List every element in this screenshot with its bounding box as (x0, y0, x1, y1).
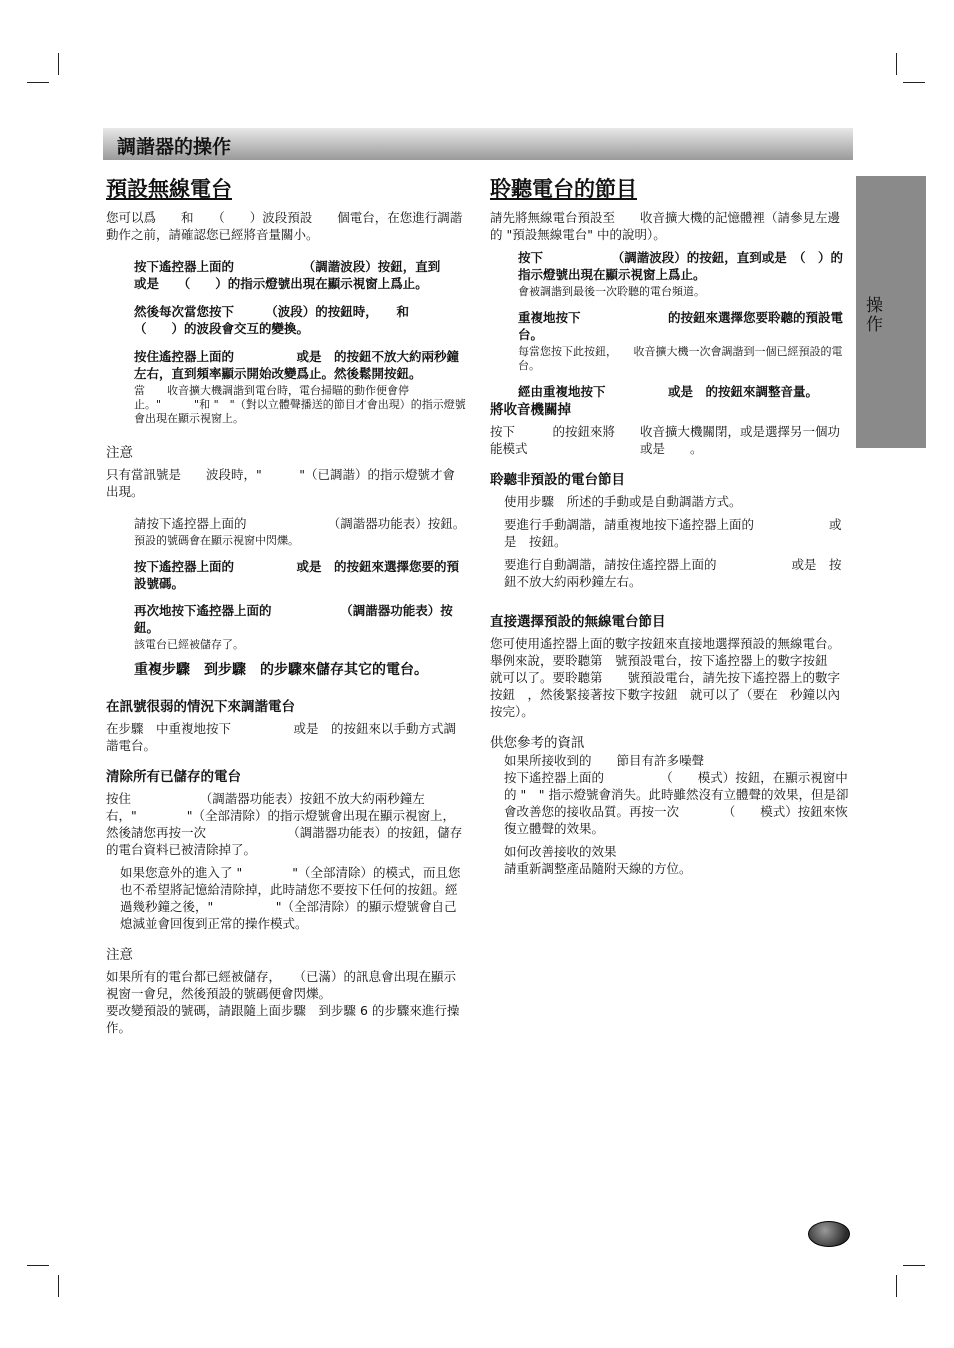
note-2-text-2: 要改變預設的號碼，請跟隨上面步驟 到步驟 6 的步驟來進行操作。 (106, 1003, 460, 1035)
crop-mark (896, 1275, 897, 1297)
direct-select-title: 直接選擇預設的無線電台節目 (490, 614, 666, 630)
crop-mark (27, 82, 49, 83)
listen-step-2-note: 每當您按下此按鈕， 收音擴大機一次會調諧到一個已經預設的電台。 (518, 345, 843, 372)
preset-step-4: 請按下遙控器上面的 （調諧器功能表）按鈕。 (134, 516, 466, 531)
reference-title: 供您參考的資訊 (490, 735, 585, 751)
preset-step-5: 按下遙控器上面的 或是 的按鈕來選擇您要的預設號碼。 (134, 559, 460, 591)
direct-select-text-1: 您可使用遙控器上面的數字按鈕來直接地選擇預設的無線電台。 (490, 636, 841, 651)
listen-step-3: 經由重複地按下 或是 的按鈕來調整音量。 (518, 384, 819, 399)
crop-mark (58, 1275, 59, 1297)
crop-mark (58, 53, 59, 75)
non-preset-3: 要進行自動調諧，請按住遙控器上面的 或是 按鈕不放大約兩秒鐘左右。 (504, 557, 842, 589)
left-column (106, 176, 466, 1042)
crop-mark (903, 82, 925, 83)
reference-answer-2: 請重新調整產品隨附天線的方位。 (504, 861, 692, 876)
preset-step-3: 按住遙控器上面的 或是 的按鈕不放大約兩秒鐘左右，直到頻率顯示開始改變爲止。然後鬆開按鈕。 (134, 349, 460, 381)
crop-mark (896, 53, 897, 75)
reference-answer-1: 按下遙控器上面的 （ 模式）按鈕，在顯示視窗中的 " " 指示燈號會消失。此時雖然沒有立體聲的效果，但是卻會改善您的接收品質。再按一次 （ 模式）按鈕來恢復立體聲的效果。 (504, 770, 849, 836)
note-1-title: 注意 (106, 445, 133, 461)
radio-off-title: 將收音機關掉 (490, 402, 571, 418)
listen-step-1-note: 會被調諧到最後一次聆聽的電台頻道。 (518, 285, 705, 298)
clear-stations-title: 清除所有已儲存的電台 (106, 769, 241, 785)
weak-signal-text: 在步驟 中重複地按下 或是 的按鈕來以手動方式調諧電台。 (106, 721, 457, 753)
section-banner (103, 128, 853, 160)
crop-mark (903, 1265, 925, 1266)
preset-step-4-note: 預設的號碼會在顯示視窗中閃爍。 (134, 534, 299, 547)
preset-step-7: 重複步驟 到步驟 的步驟來儲存其它的電台。 (134, 662, 428, 678)
reference-question-1: 如果所接收到的 節目有許多噪聲 (504, 753, 705, 768)
clear-stations-bullet: 如果您意外的進入了 " "（全部清除）的模式，而且您也不希望將記憶給清除掉，此時請您不要按下任何的按鈕。經過幾秒鐘之後，" "（全部清除）的顯示燈號會自己熄滅並會回復到正常的操作模式。 (120, 865, 461, 931)
page-number-badge (808, 1221, 850, 1247)
listen-step-1: 按下 （調諧波段）的按鈕，直到或是 （ ）的指示燈號出現在顯示視窗上爲止。 (518, 250, 844, 282)
preset-intro: 您可以爲 和 （ ）波段預設 個電台，在您進行調諧動作之前，請確認您已經將音量關小。 (106, 210, 463, 242)
weak-signal-title: 在訊號很弱的情況下來調諧電台 (106, 699, 295, 715)
non-preset-1: 使用步驟 所述的手動或是自動調諧方式。 (504, 494, 742, 509)
non-preset-2: 要進行手動調諧，請重複地按下遙控器上面的 或是 按鈕。 (504, 517, 842, 549)
preset-step-2: 然後每次當您按下 （波段）的按鈕時， 和 （ ）的波段會交互的變換。 (134, 304, 435, 336)
preset-step-3-note: 當 收音擴大機調諧到電台時，電台掃瞄的動作便會停止。" "和 " "（對以立體聲播送的節目才會出現）的指示燈號會出現在顯示視窗上。 (134, 384, 466, 425)
listen-title: 聆聽電台的節目 (490, 177, 637, 201)
note-2-title: 注意 (106, 947, 133, 963)
preset-step-1: 按下遙控器上面的 （調諧波段）按鈕，直到 或是 （ ）的指示燈號出現在顯示視窗上爲止。 (134, 259, 466, 291)
preset-step-6: 再次地按下遙控器上面的 （調諧器功能表）按鈕。 (134, 603, 453, 635)
preset-step-6-note: 該電台已經被儲存了。 (134, 638, 244, 651)
listen-intro: 請先將無線電台預設至 收音擴大機的記憶體裡（請參見左邊的 "預設無線電台" 中的說明）。 (490, 210, 841, 242)
side-tab-label: 操作 (862, 296, 882, 334)
direct-select-text-2: 舉例來說，要聆聽第 號預設電台，按下遙控器上的數字按鈕 就可以了。要聆聽第 號預設電台，請先按下遙控器上的數字按鈕 ，然後緊接著按下數字按鈕 就可以了（要在 秒鐘以內按完）。 (490, 653, 841, 719)
note-2-text-1: 如果所有的電台都已經被儲存， （已滿）的訊息會出現在顯示視窗一會兒，然後預設的號碼便會閃爍。 (106, 969, 457, 1001)
reference-question-2: 如何改善接收的效果 (504, 844, 617, 859)
non-preset-title: 聆聽非預設的電台節目 (490, 472, 625, 488)
page-title: 調諧器的操作 (117, 136, 232, 158)
note-1-text: 只有當訊號是 波段時，" "（已調諧）的指示燈號才會出現。 (106, 467, 456, 499)
clear-stations-text: 按住 （調諧器功能表）按鈕不放大約兩秒鐘左右，" "（全部清除）的指示燈號會出現在顯示視窗上，然後請您再按一次 （調諧器功能表）的按鈕，儲存的電台資料已被清除掉了。 (106, 791, 463, 857)
crop-mark (27, 1265, 49, 1266)
listen-step-2: 重複地按下 的按鈕來選擇您要聆聽的預設電台。 (518, 310, 844, 342)
right-column (490, 176, 852, 883)
side-tab (856, 176, 926, 448)
radio-off-text: 按下 的按鈕來將 收音擴大機關閉，或是選擇另一個功能模式 或是 。 (490, 424, 841, 456)
preset-title: 預設無線電台 (106, 177, 232, 201)
